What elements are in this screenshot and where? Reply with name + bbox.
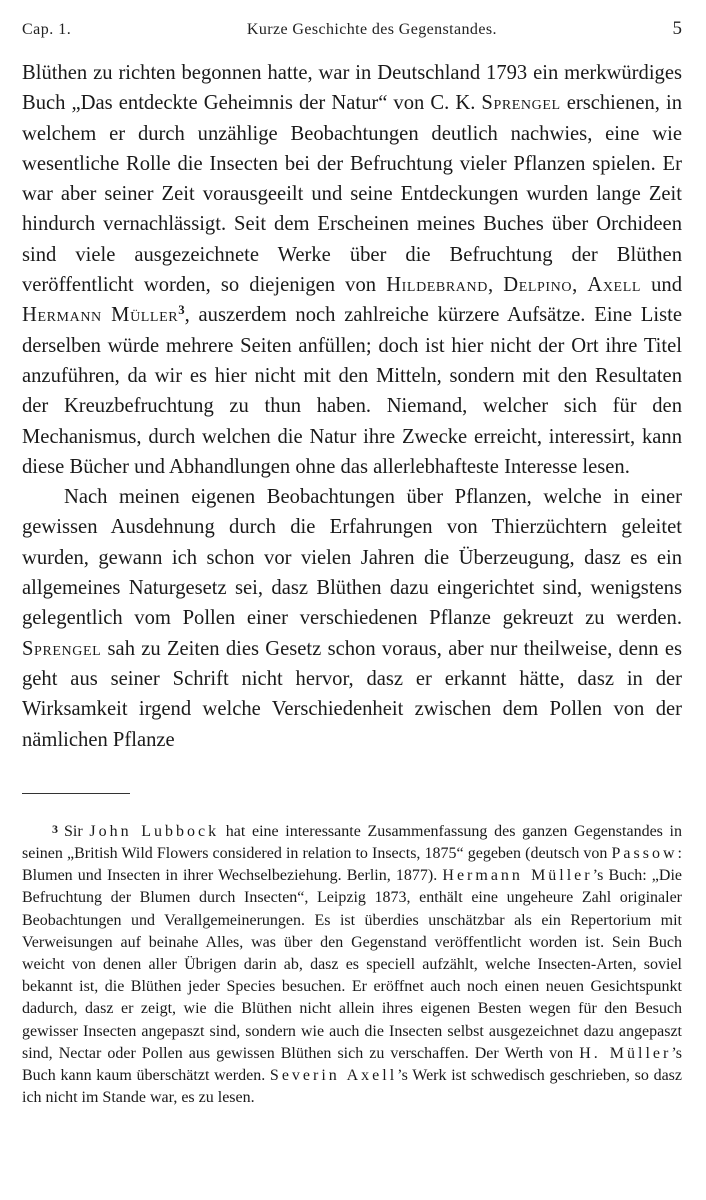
author-name-sprengel: Sprengel [481, 92, 561, 115]
p2-text-1: Nach meinen eigenen Beobachtungen über Pflanzen, welche in einer gewissen Ausdehnung durch die Erfahrungen von Thierzüchtern geleitet wurden, gewann ich schon vor vielen Jahren die Überzeugung, dasz es ein allgemeines Naturgesetz sei, dasz Blüthen dazu eingerichtet sind, wenigstens gelegentlich vom Pollen einer verschiedenen Pflanze gekreuzt zu werden. [22, 486, 682, 630]
fn-text-3: : Blumen und Insecten in ihrer Wechselbeziehung. Berlin, 1877). [22, 845, 682, 885]
fn-name-passow: Passow [611, 845, 678, 863]
footnote-number: 3 [52, 821, 58, 836]
fn-text-1: Sir [64, 822, 90, 840]
fn-text-6: ’s Werk ist schwedisch geschrieben, so dasz ich nicht im Stande war, es zu lesen. [22, 1067, 683, 1107]
footnote-3 [22, 818, 682, 1110]
main-text [22, 58, 682, 755]
p1-separator-1: , [487, 274, 504, 297]
fn-name-severin-axell: Severin Axell [269, 1067, 398, 1085]
fn-name-hermann-mueller: Hermann Müller [442, 867, 593, 885]
chapter-label: Cap. 1. [22, 21, 72, 38]
author-name-hildebrand: Hildebrand [386, 274, 488, 297]
p1-text-4: , auszerdem noch zahlreiche kürzere Aufsätze. Eine Liste derselben würde mehrere Seiten anfüllen; doch ist hier nicht der Ort ihre Titel anzuführen, da wir es hier nicht mit den Mitteln, sondern mit den Resultaten der Kreuzbefruchtung zu thun haben. Niemand, welcher sich für den Mechanismus, durch welchen die Natur ihre Zwecke erreicht, interessirt, kann diese Bücher und Abhandlungen ohne das allerlebhafteste Interesse lesen. [22, 304, 682, 478]
author-name-hermann-mueller: Hermann Müller [22, 304, 179, 327]
running-title: Kurze Geschichte des Gegenstandes. [246, 21, 497, 38]
author-name-axell: Axell [587, 274, 642, 297]
footnote-reference[interactable]: 3 [178, 303, 185, 318]
page-number: 5 [672, 18, 682, 39]
running-header [22, 18, 682, 44]
author-name-delpino: Delpino [503, 274, 573, 297]
author-name-sprengel-2: Sprengel [22, 637, 102, 660]
fn-text-5: ’s Buch kann kaum überschätzt werden. [22, 1044, 682, 1085]
p1-text-2: erschienen, in welchem er durch unzählige Beobachtungen deutlich nachwies, eine wie wesentliche Rolle die Insecten bei der Befruchtung vieler Pflanzen spielen. Er war aber seiner Zeit vorausgeeilt und seine Entdeckungen wurden lange Zeit hindurch vernachlässigt. Seit dem Erscheinen meines Buches über Orchideen sind viele ausgezeichnete Werke über die Befruchtung der Blüthen veröffentlicht worden, so diejenigen von [22, 92, 683, 297]
fn-name-lubbock: John Lubbock [89, 822, 220, 840]
p1-text-1: Blüthen zu richten begonnen hatte, war in Deutschland 1793 ein merkwürdiges Buch „Das entdeckte Geheimnis der Natur“ von C. K. [22, 62, 682, 115]
p2-text-2: sah zu Zeiten dies Gesetz schon voraus, aber nur theilweise, denn es geht aus seiner Schrift nicht hervor, dasz er erkannt hätte, dasz in der Wirksamkeit irgend welche Verschiedenheit zwischen dem Pollen von der nämlichen Pflanze [22, 637, 682, 751]
paragraph-1 [22, 58, 682, 482]
footnote-divider [22, 793, 130, 794]
fn-text-4: ’s Buch: „Die Befruchtung der Blumen durch Insecten“, Leipzig 1873, enthält eine ungeheure Zahl originaler Beobachtungen und Verallgemeinerungen. Es ist überdies unschätzbar als ein Repertorium mit Verweisungen auf beinahe Alles, was über den Gegenstand veröffentlicht worden ist. Sein Buch weicht von denen aller Übrigen darin ab, dasz es speciell aufzählt, welche Insecten-Arten, soviel bekannt ist, die Blüthen jeder Species besuchen. Er eröffnet auch noch einen neuen Gesichtspunkt dadurch, dasz er zeigt, wie die Blüthen nicht allein ihres eigenen Besten wegen für den Besuch gewisser Insecten angepaszt sind, sondern wie auch die Insecten selbst ausgezeichnet dazu angepaszt sind, Nectar oder Pollen aus gewissen Blüthen sich zu verschaffen. Der Werth von [22, 867, 683, 1062]
paragraph-2 [22, 482, 682, 755]
fn-text-2: hat eine interessante Zusammenfassung des ganzen Gegenstandes in seinen „British Wild Flowers considered in relation to Insects, 1875“ gegeben (deutsch von [22, 822, 683, 863]
fn-name-h-mueller: H. Müller [579, 1044, 672, 1062]
p1-text-3: und [641, 274, 683, 297]
footnote-section [22, 818, 682, 1110]
p1-separator-2: , [572, 274, 588, 297]
